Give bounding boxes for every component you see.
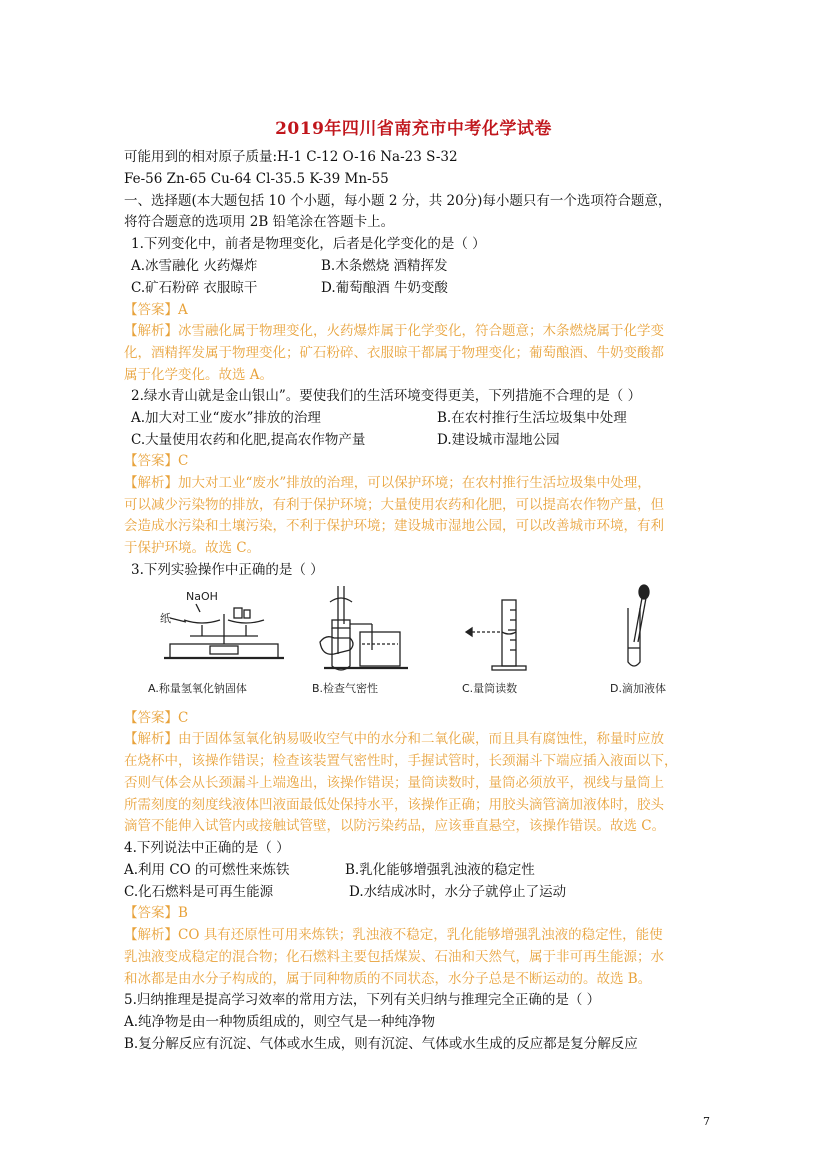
q2-answer: 【答案】C bbox=[124, 453, 189, 469]
q3-figure-svg bbox=[124, 584, 714, 704]
q3-analysis-line-1: 【解析】由于固体氢氧化钠易吸收空气中的水分和二氧化碳，而且具有腐蚀性，称量时应放 bbox=[124, 731, 664, 747]
caption-b: B.检查气密性 bbox=[312, 682, 379, 695]
q1-option-a: A.冰雪融化 火药爆炸 bbox=[131, 258, 258, 274]
q3-analysis-line-4: 所需刻度的刻度线液体凹液面最低处保持水平，该操作正确；用胶头滴管滴加液体时，胶头 bbox=[124, 797, 664, 813]
q3-analysis-line-2: 在烧杯中，该操作错误；检查该装置气密性时，手握试管时，长颈漏斗下端应插入液面以下， bbox=[124, 753, 678, 769]
q5-option-b: B.复分解反应有沉淀、气体或水生成，则有沉淀、气体或水生成的反应都是复分解反应 bbox=[124, 1036, 638, 1052]
q3-analysis-line-3: 否则气体会从长颈漏斗上端逸出，该操作错误；量筒读数时，量筒必须放平，视线与量筒上 bbox=[124, 775, 664, 791]
q1-stem: 1.下列变化中，前者是物理变化，后者是化学变化的是（ ） bbox=[131, 236, 486, 252]
q2-stem: 2.绿水青山就是金山银山”。要使我们的生活环境变得更美，下列措施不合理的是（ ） bbox=[131, 388, 642, 404]
q4-option-b: B.乳化能够增强乳浊液的稳定性 bbox=[345, 862, 535, 878]
q1-analysis-line-3: 属于化学变化。故选 A。 bbox=[124, 367, 274, 383]
q4-answer: 【答案】B bbox=[124, 905, 188, 921]
atomic-mass-line-2: Fe-56 Zn-65 Cu-64 Cl-35.5 K-39 Mn-55 bbox=[124, 171, 389, 187]
q1-analysis-line-2: 化，酒精挥发属于物理变化；矿石粉碎、衣服晾干都属于物理变化；葡萄酿酒、牛奶变酸都 bbox=[124, 345, 664, 361]
caption-a: A.称量氢氧化钠固体 bbox=[148, 682, 247, 695]
q3-stem: 3.下列实验操作中正确的是（ ） bbox=[131, 562, 324, 578]
page-title: 2019年四川省南充市中考化学试卷 bbox=[275, 119, 552, 139]
q4-analysis-line-3: 和冰都是由水分子构成的，属于同种物质的不同状态，水分子总是不断运动的。故选 B。 bbox=[124, 971, 652, 987]
q5-stem: 5.归纳推理是提高学习效率的常用方法，下列有关归纳与推理完全正确的是（ ） bbox=[124, 992, 601, 1008]
q4-stem: 4.下列说法中正确的是（ ） bbox=[124, 840, 290, 856]
page-number: 7 bbox=[703, 1115, 710, 1128]
balance-illustration bbox=[160, 590, 284, 658]
q4-analysis-line-2: 乳浊液变成稳定的混合物；化石燃料主要包括煤炭、石油和天然气，属于非可再生能源；水 bbox=[124, 949, 664, 965]
section-header-line-1: 一、选择题(本大题包括 10 个小题，每小题 2 分，共 20分)每小题只有一个选项符合题意， bbox=[124, 193, 672, 209]
q2-analysis-line-3: 会造成水污染和土壤污染，不利于保护环境；建设城市湿地公园，可以改善城市环境，有利 bbox=[124, 518, 664, 534]
cylinder-illustration bbox=[466, 600, 526, 670]
q5-option-a: A.纯净物是由一种物质组成的，则空气是一种纯净物 bbox=[124, 1014, 436, 1030]
q2-option-c: C.大量使用农药和化肥,提高农作物产量 bbox=[131, 432, 366, 448]
q3-analysis-line-5: 滴管不能伸入试管内或接触试管壁，以防污染药品，应该垂直悬空，该操作错误。故选 C。 bbox=[124, 818, 666, 834]
dropper-illustration bbox=[628, 585, 649, 666]
q1-option-d: D.葡萄酿酒 牛奶变酸 bbox=[321, 280, 448, 296]
gas-tightness-illustration bbox=[320, 586, 408, 670]
caption-d: D.滴加液体 bbox=[610, 682, 666, 695]
q1-answer: 【答案】A bbox=[124, 302, 188, 318]
q4-option-c: C.化石燃料是可再生能源 bbox=[124, 884, 274, 900]
section-header-line-2: 将符合题意的选项用 2B 铅笔涂在答题卡上。 bbox=[124, 214, 395, 230]
q2-option-a: A.加大对工业“废水”排放的治理 bbox=[131, 410, 321, 426]
q3-answer: 【答案】C bbox=[124, 710, 189, 726]
caption-c: C.量筒读数 bbox=[462, 682, 518, 695]
q2-analysis-line-1: 【解析】加大对工业“废水”排放的治理，可以保护环境；在农村推行生活垃圾集中处理， bbox=[124, 475, 651, 491]
q1-analysis-line-1: 【解析】冰雪融化属于物理变化，火药爆炸属于化学变化，符合题意；木条燃烧属于化学变 bbox=[124, 323, 664, 339]
q4-option-d: D.水结成冰时，水分子就停止了运动 bbox=[349, 884, 567, 900]
q3-experiment-figure bbox=[124, 584, 714, 704]
q2-option-d: D.建设城市湿地公园 bbox=[437, 432, 560, 448]
q2-analysis-line-4: 于保护环境。故选 C。 bbox=[124, 540, 261, 556]
q1-option-c: C.矿石粉碎 衣服晾干 bbox=[131, 280, 258, 296]
q2-option-b: B.在农村推行生活垃圾集中处理 bbox=[437, 410, 627, 426]
naoh-label: NaOH bbox=[186, 590, 218, 603]
q4-analysis-line-1: 【解析】CO 具有还原性可用来炼铁；乳浊液不稳定，乳化能够增强乳浊液的稳定性，能使 bbox=[124, 927, 663, 943]
paper-label: 纸 bbox=[160, 612, 171, 625]
q1-option-b: B.木条燃烧 酒精挥发 bbox=[321, 258, 448, 274]
atomic-mass-line-1: 可能用到的相对原子质量:H-1 C-12 O-16 Na-23 S-32 bbox=[124, 149, 458, 165]
q2-analysis-line-2: 可以减少污染物的排放，有利于保护环境；大量使用农药和化肥，可以提高农作物产量，但 bbox=[124, 497, 664, 513]
q4-option-a: A.利用 CO 的可燃性来炼铁 bbox=[124, 862, 290, 878]
